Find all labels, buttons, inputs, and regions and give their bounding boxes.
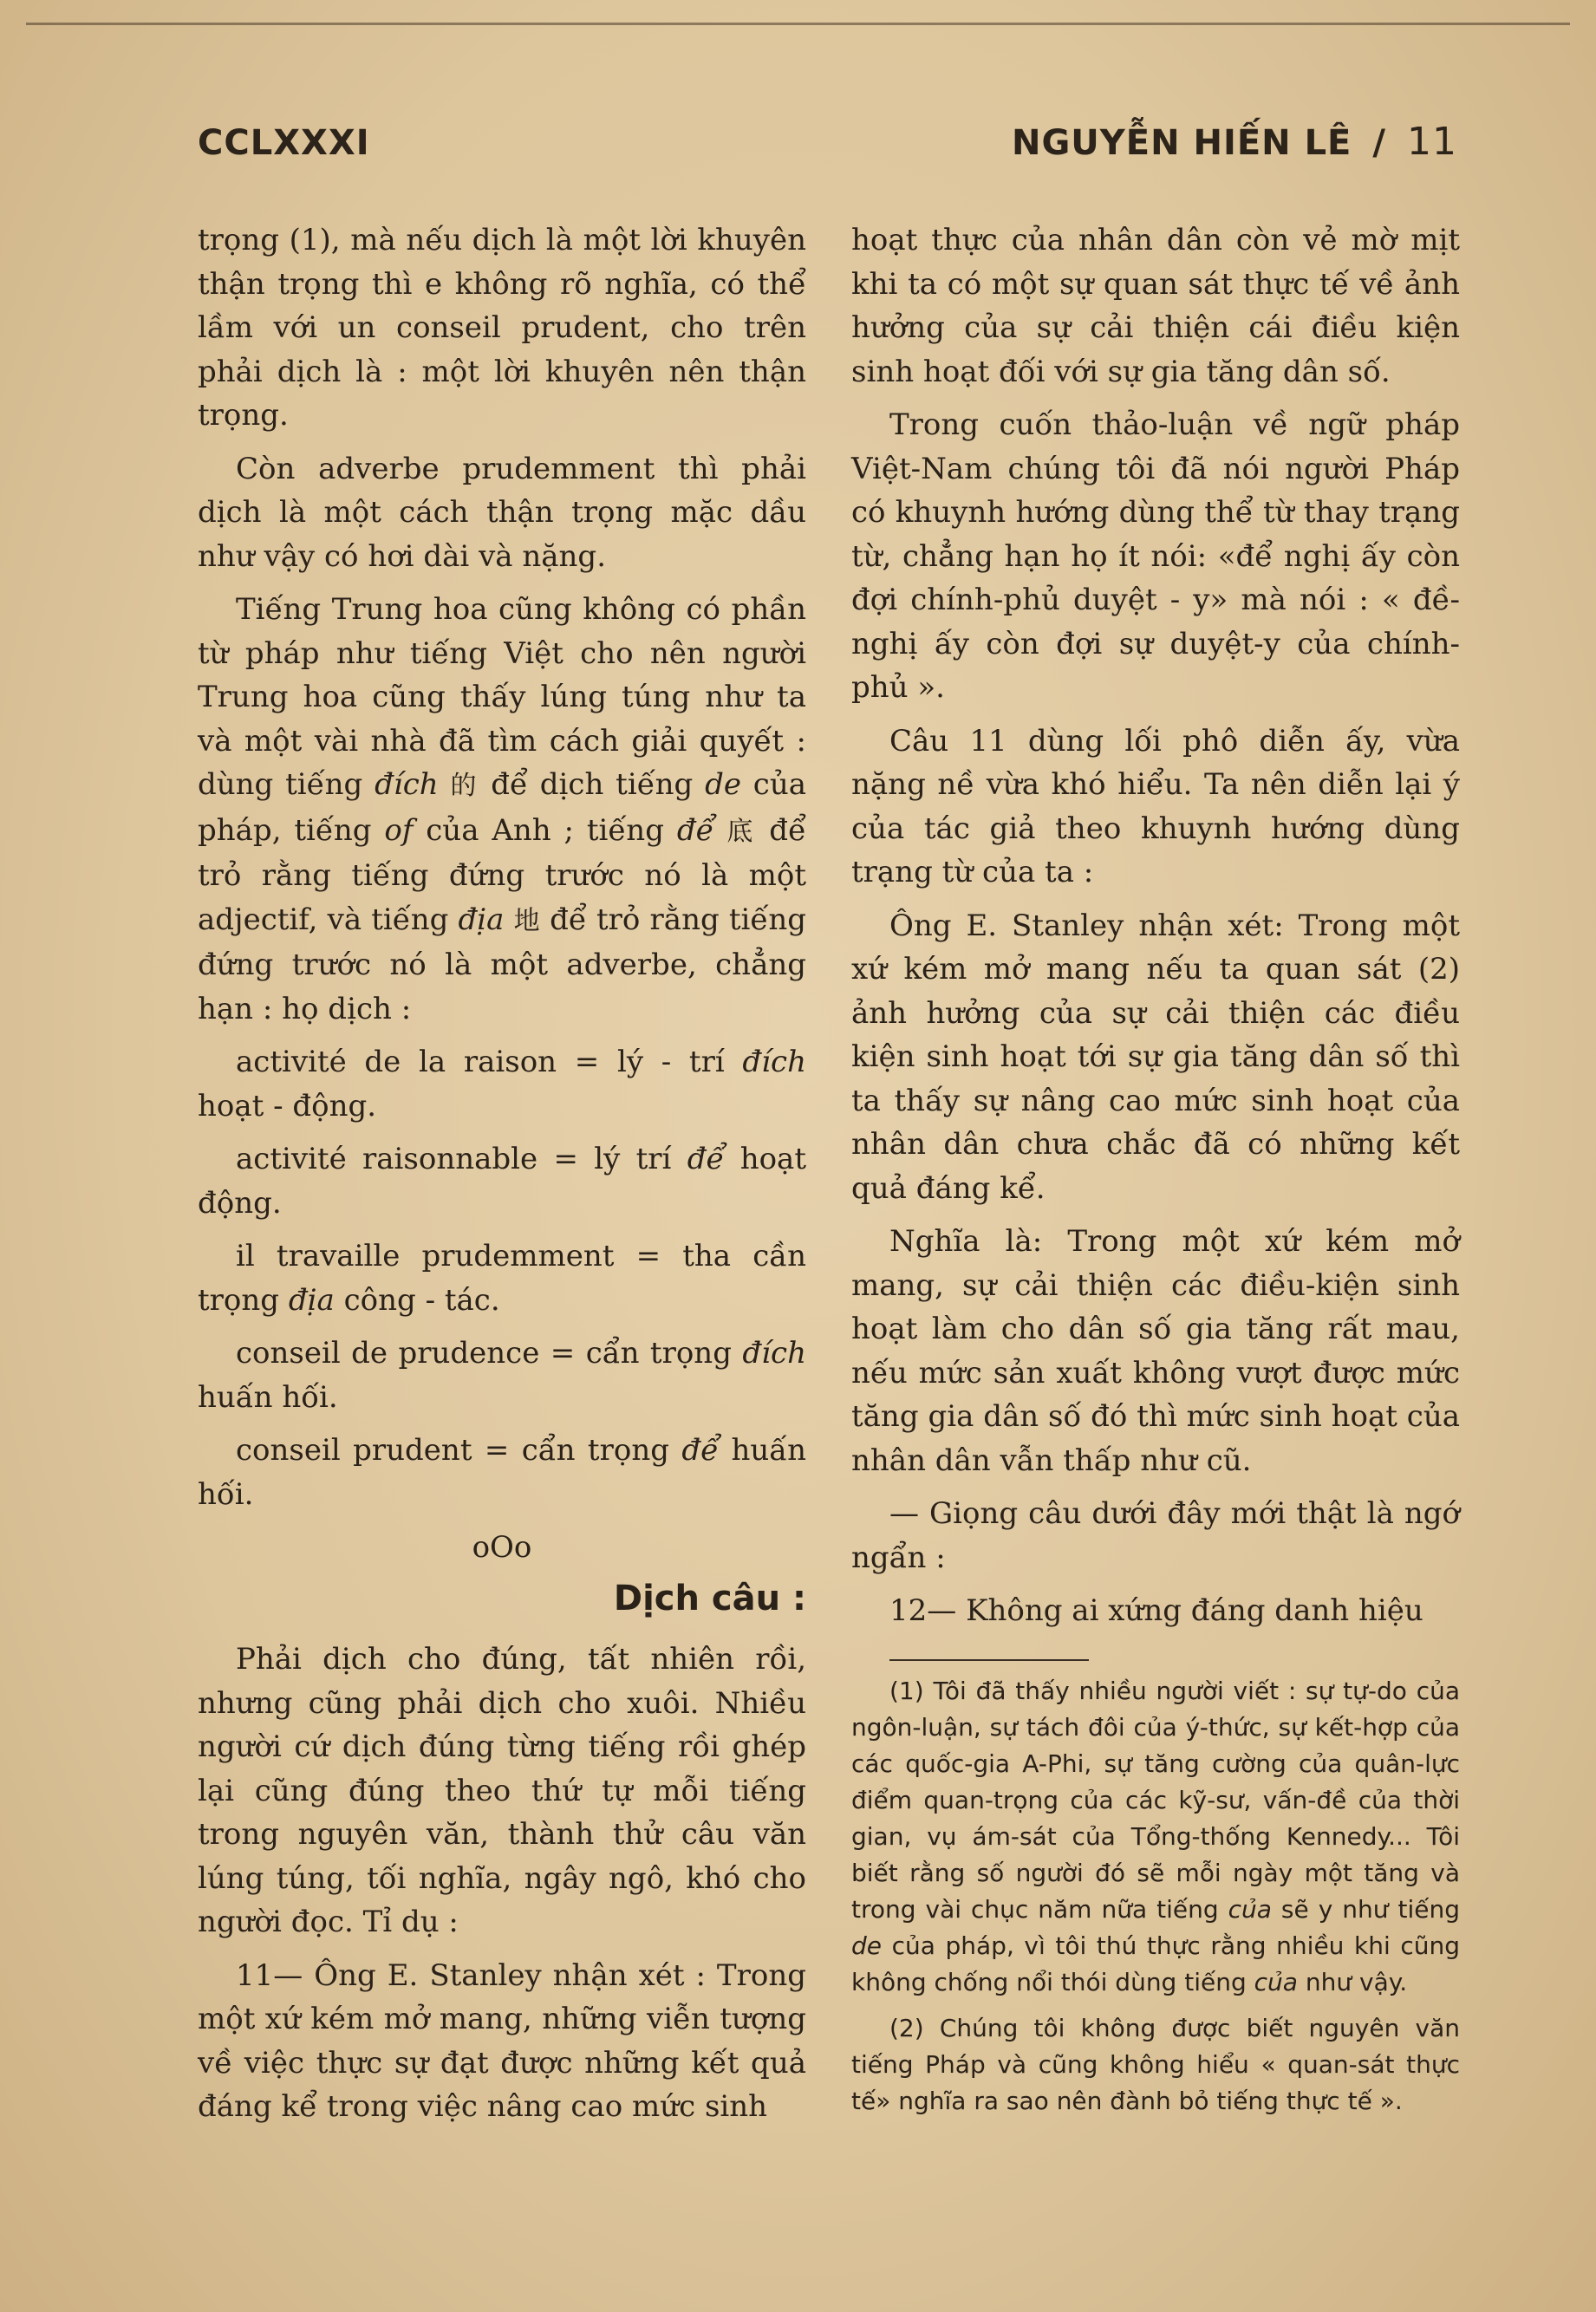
header-slash: / [1372, 123, 1386, 163]
section-heading: Dịch câu : [613, 1578, 806, 1618]
page-number: 11 [1407, 120, 1457, 164]
header-right [1012, 120, 1457, 164]
paragraph: Trong cuốn thảo-luận về ngữ pháp Việt-Nam chúng tôi đã nói người Pháp có khuynh hướng dùng thể từ thay trạng từ, chẳng hạn họ ít nói: «để nghị ấy còn đợi chính-phủ duyệt - y» mà nói : « đề-nghị ấy còn đợi sự duyệt-y của chính-phủ ». [851, 407, 1460, 705]
footnote: (2) Chúng tôi không được biết nguyên văn tiếng Pháp và cũng không hiểu « quan-sát thực tế» nghĩa ra sao nên đành bỏ tiếng thực tế ». [851, 2013, 1460, 2115]
paragraph: — Giọng câu dưới đây mới thật là ngớ ngẩn : [851, 1496, 1460, 1575]
footnote: (1) Tôi đã thấy nhiều người viết : sự tự-do của ngôn-luận, sự tách đôi của ý-thức, sự kết-hợp của các quốc-gia A-Phi, sự tăng cường của quân-lực điểm quan-trọng của các kỹ-sư, vấn-đề của thời gian, vụ ám-sát của Tổng-thống Kennedy... Tôi biết rằng số người đó sẽ mỗi ngày một tăng và trong vài chục năm nữa tiếng của sẽ y như tiếng de của pháp, vì tôi thú thực rằng nhiều khi cũng không chống nổi thói dùng tiếng của như vậy. [851, 1676, 1460, 1996]
paragraph: 12— Không ai xứng đáng danh hiệu [889, 1593, 1423, 1628]
paragraph: Nghĩa là: Trong một xứ kém mở mang, sự cải thiện các điều-kiện sinh hoạt làm cho dân số gia tăng rất mau, nếu mức sản xuất không vượt được mức tăng gia dân số đó thì mức sinh hoạt của nhân dân vẫn thấp như cũ. [851, 1224, 1460, 1478]
section-separator: oOo [472, 1530, 532, 1565]
footnote-rule [889, 1659, 1089, 1661]
paragraph: hoạt thực của nhân dân còn vẻ mờ mịt khi ta có một sự quan sát thực tế về ảnh hưởng của sự cải thiện cái điều kiện sinh hoạt đối với sự gia tăng dân số. [851, 223, 1460, 389]
example-line: activité de la raison = lý - trí đích hoạt - động. [198, 1045, 806, 1123]
paragraph: Câu 11 dùng lối phô diễn ấy, vừa nặng nề vừa khó hiểu. Ta nên diễn lại ý của tác giả theo khuynh hướng dùng trạng từ của ta : [851, 723, 1460, 889]
example-line: conseil de prudence = cẩn trọng đích huấn hối. [198, 1336, 806, 1415]
right-column [851, 218, 1460, 2129]
paragraph: Phải dịch cho đúng, tất nhiên rồi, nhưng cũng phải dịch cho xuôi. Nhiều người cứ dịch đúng từng tiếng rồi ghép lại cũng đúng theo thứ tự mỗi tiếng trong nguyên văn, thành thử câu văn lúng túng, tối nghĩa, ngây ngô, khó cho người đọc. Tỉ dụ : [198, 1642, 806, 1939]
top-rule [26, 23, 1570, 25]
paragraph: trọng (1), mà nếu dịch là một lời khuyên thận trọng thì e không rõ nghĩa, có thể lầm với un conseil prudent, cho trên phải dịch là : một lời khuyên nên thận trọng. [198, 223, 806, 433]
series-number: CCLXXXI [198, 123, 370, 163]
page-header [198, 120, 1457, 172]
example-line: activité raisonnable = lý trí để hoạt động. [198, 1142, 806, 1221]
left-column [198, 218, 806, 2139]
paragraph: 11— Ông E. Stanley nhận xét : Trong một xứ kém mở mang, những viễn tượng về việc thực sự đạt được những kết quả đáng kể trong việc nâng cao mức sinh [198, 1957, 806, 2124]
example-line: conseil prudent = cẩn trọng để huấn hối. [198, 1433, 807, 1512]
paragraph: Tiếng Trung hoa cũng không có phần từ pháp như tiếng Việt cho nên người Trung hoa cũng thấy lúng túng như ta và một vài nhà đã tìm cách giải quyết : dùng tiếng đích 的 để dịch tiếng de của pháp, tiếng of của Anh ; tiếng để 底 để trỏ rằng tiếng đứng trước nó là một adjectif, và tiếng địa 地 để trỏ rằng tiếng đứng trước nó là một adverbe, chẳng hạn : họ dịch : [198, 592, 807, 1026]
paragraph: Ông E. Stanley nhận xét: Trong một xứ kém mở mang nếu ta quan sát (2) ảnh hưởng của sự cải thiện các điều kiện sinh hoạt tới sự gia tăng dân số thì ta thấy sự nâng cao mức sinh hoạt của nhân dân chưa chắc đã có những kết quả đáng kể. [851, 908, 1460, 1206]
paragraph: Còn adverbe prudemment thì phải dịch là một cách thận trọng mặc dầu như vậy có hơi dài và nặng. [198, 451, 806, 574]
example-line: il travaille prudemment = tha cần trọng địa công - tác. [198, 1239, 806, 1318]
author-name: NGUYỄN HIẾN LÊ [1012, 123, 1352, 163]
